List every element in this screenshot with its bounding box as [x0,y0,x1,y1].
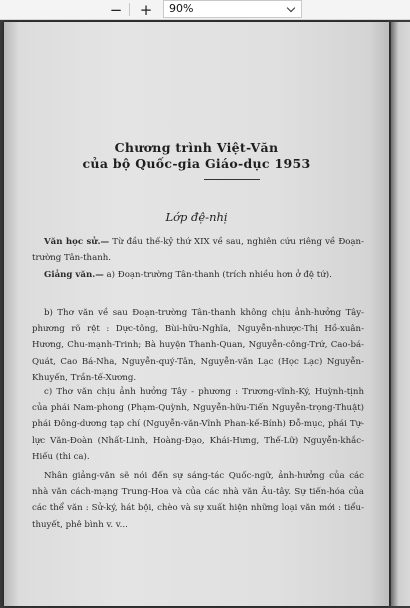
title-underline [204,179,260,180]
zoom-in-button[interactable] [134,0,158,19]
document-title-line1: Chương trình Việt-Văn [114,140,279,155]
section-subtitle: Lớp đệ-nhị [165,210,228,224]
paragraph-nhan-giang-van [32,468,364,533]
paragraph-text: Từ đầu thế-kỷ thứ XIX về sau, nghiên cứu riêng về Đoạn-trường Tân-thanh. [32,237,364,264]
zoom-level-select[interactable] [163,0,302,18]
paragraph-label: Giảng văn.— [44,270,104,280]
paragraph-van-hoc-su [32,234,364,266]
paragraph-text: Nhân giảng-văn sẽ nói đến sự sáng-tác Quốc-ngữ, ảnh-hưởng của các nhà văn cách-mạng Trung-Hoa và của các nhà văn Âu-tây. Sự tiến-hóa của các thể văn : Sử-ký, hát bội, chèo và sự xuất hiện những loại văn mới : tiểu-thuyết, phê bình v. v... [32,471,364,530]
zoom-out-button[interactable] [104,0,128,19]
paragraph-giang-van [32,267,364,283]
paragraph-text: a) Đoạn-trường Tân-thanh (trích nhiều hơn ở đệ tứ). [103,270,332,280]
chevron-down-icon [287,4,295,12]
toolbar-divider [129,3,130,16]
zoom-level-value: 90% [169,2,194,15]
viewer-toolbar [0,0,410,20]
paragraph-text: b) Thơ văn về sau Đoạn-trường Tân-thanh không chịu ảnh-hưởng Tây-phương rõ rệt : Dực-tông, Bùi-hữu-Nghĩa, Nguyễn-nhược-Thị Hồ-xuân-Hương, Chu-mạnh-Trinh; Bà huyện Thanh-Quan, Nguyễn-công-Trứ, Cao-bá-Quát, Cao Bá-Nha, Nguyễn-quý-Tân, Nguyễn-văn Lạc (Học Lạc) Nguyễn-Khuyến, Trần-tế-Xương. [32,308,364,383]
paragraph-text: c) Thơ văn chịu ảnh hưởng Tây - phương : Trương-vĩnh-Ký, Huỳnh-tịnh của phái Nam-phong (Phạm-Quỳnh, Nguyễn-hữu-Tiến Nguyễn-trọng-Thuật) phái Đông-dương tạp chí (Nguyễn-văn-Vĩnh Phan-kế-Bính) Đỗ-mục, phái Tự-lực Văn-Đoàn (Nhất-Linh, Hoàng-Đạo, Khái-Hưng, Thế-Lữ) Nguyễn-khắc-Hiếu (thi ca). [32,387,364,462]
document-viewer[interactable] [0,20,410,608]
paragraph-c [32,384,364,465]
document-title-line2: của bộ Quốc-gia Giáo-dục 1953 [82,156,311,171]
plus-icon: + [139,0,153,19]
paragraph-b [32,305,364,386]
document-page [4,22,389,606]
minus-icon: − [109,0,123,19]
next-page-edge [391,22,410,606]
paragraph-label: Văn học sử.— [44,237,110,247]
